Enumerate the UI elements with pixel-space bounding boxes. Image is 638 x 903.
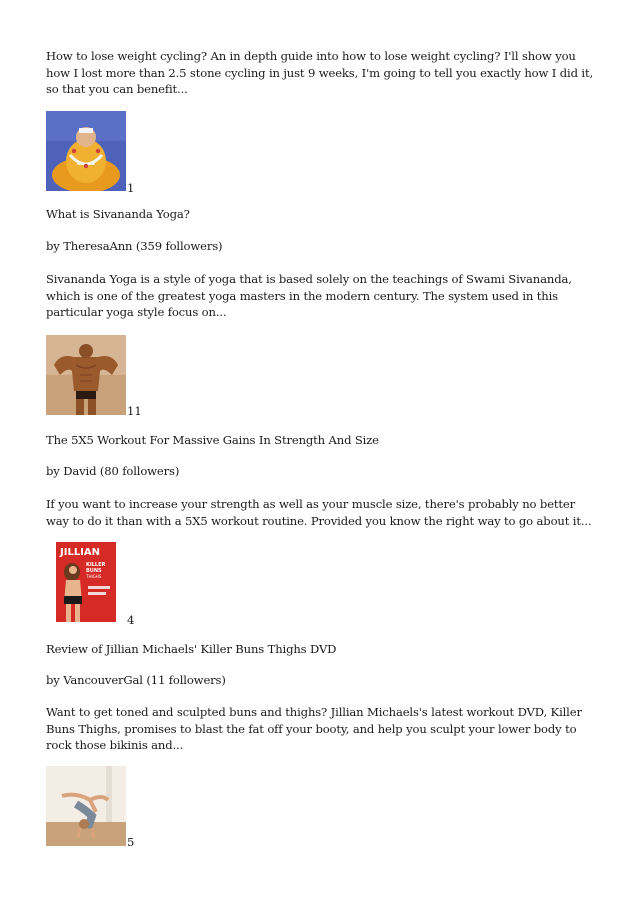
dvd-title-text: JILLIAN (60, 547, 101, 558)
dvd-subtitle-3: THIGHS (86, 574, 102, 579)
article-excerpt: Want to get toned and sculpted buns and thighs? Jillian Michaels's latest workout DVD, Killer Buns Thighs, promises to blast the fat off your booty, and help you sculpt your lower body to rock those bikinis and... (46, 705, 582, 752)
comment-count[interactable]: 1 (127, 181, 135, 195)
article-byline[interactable]: by TheresaAnn (359 followers) (46, 239, 223, 253)
dvd-subtitle-1: KILLER (86, 562, 106, 568)
dvd-subtitle-2: BUNS (86, 568, 102, 574)
article-title[interactable]: The 5X5 Workout For Massive Gains In Strength And Size (46, 433, 379, 447)
bodybuilder-image (46, 335, 126, 415)
dvd-cover-image (56, 542, 116, 622)
dvd-cover-thumbnail[interactable] (56, 542, 116, 622)
article-excerpt: How to lose weight cycling? An in depth guide into how to lose weight cycling? I'll show you how I lost more than 2.5 stone cycling in just 9 weeks, I'm going to tell you exactly how I did it, so that you can benefit... (46, 49, 594, 96)
guru-image (46, 111, 126, 191)
comment-count[interactable]: 11 (127, 404, 142, 418)
comment-count[interactable]: 4 (127, 613, 135, 627)
yoga-pose-image (46, 766, 126, 846)
comment-count[interactable]: 5 (127, 835, 135, 849)
article-byline[interactable]: by VancouverGal (11 followers) (46, 673, 226, 687)
article-excerpt: Sivananda Yoga is a style of yoga that is based solely on the teachings of Swami Sivananda, which is one of the greatest yoga masters in the modern century. The system used in this particular yoga style focus on... (46, 272, 572, 319)
article-title[interactable]: Review of Jillian Michaels' Killer Buns Thighs DVD (46, 642, 337, 656)
article-byline[interactable]: by David (80 followers) (46, 464, 180, 478)
bodybuilder-thumbnail[interactable] (46, 335, 126, 415)
article-excerpt: If you want to increase your strength as well as your muscle size, there's probably no better way to do it than with a 5X5 workout routine. Provided you know the right way to go about it... (46, 497, 592, 528)
sivananda-thumbnail[interactable] (46, 111, 126, 191)
article-title[interactable]: What is Sivananda Yoga? (46, 207, 190, 221)
yoga-pose-thumbnail[interactable] (46, 766, 126, 846)
